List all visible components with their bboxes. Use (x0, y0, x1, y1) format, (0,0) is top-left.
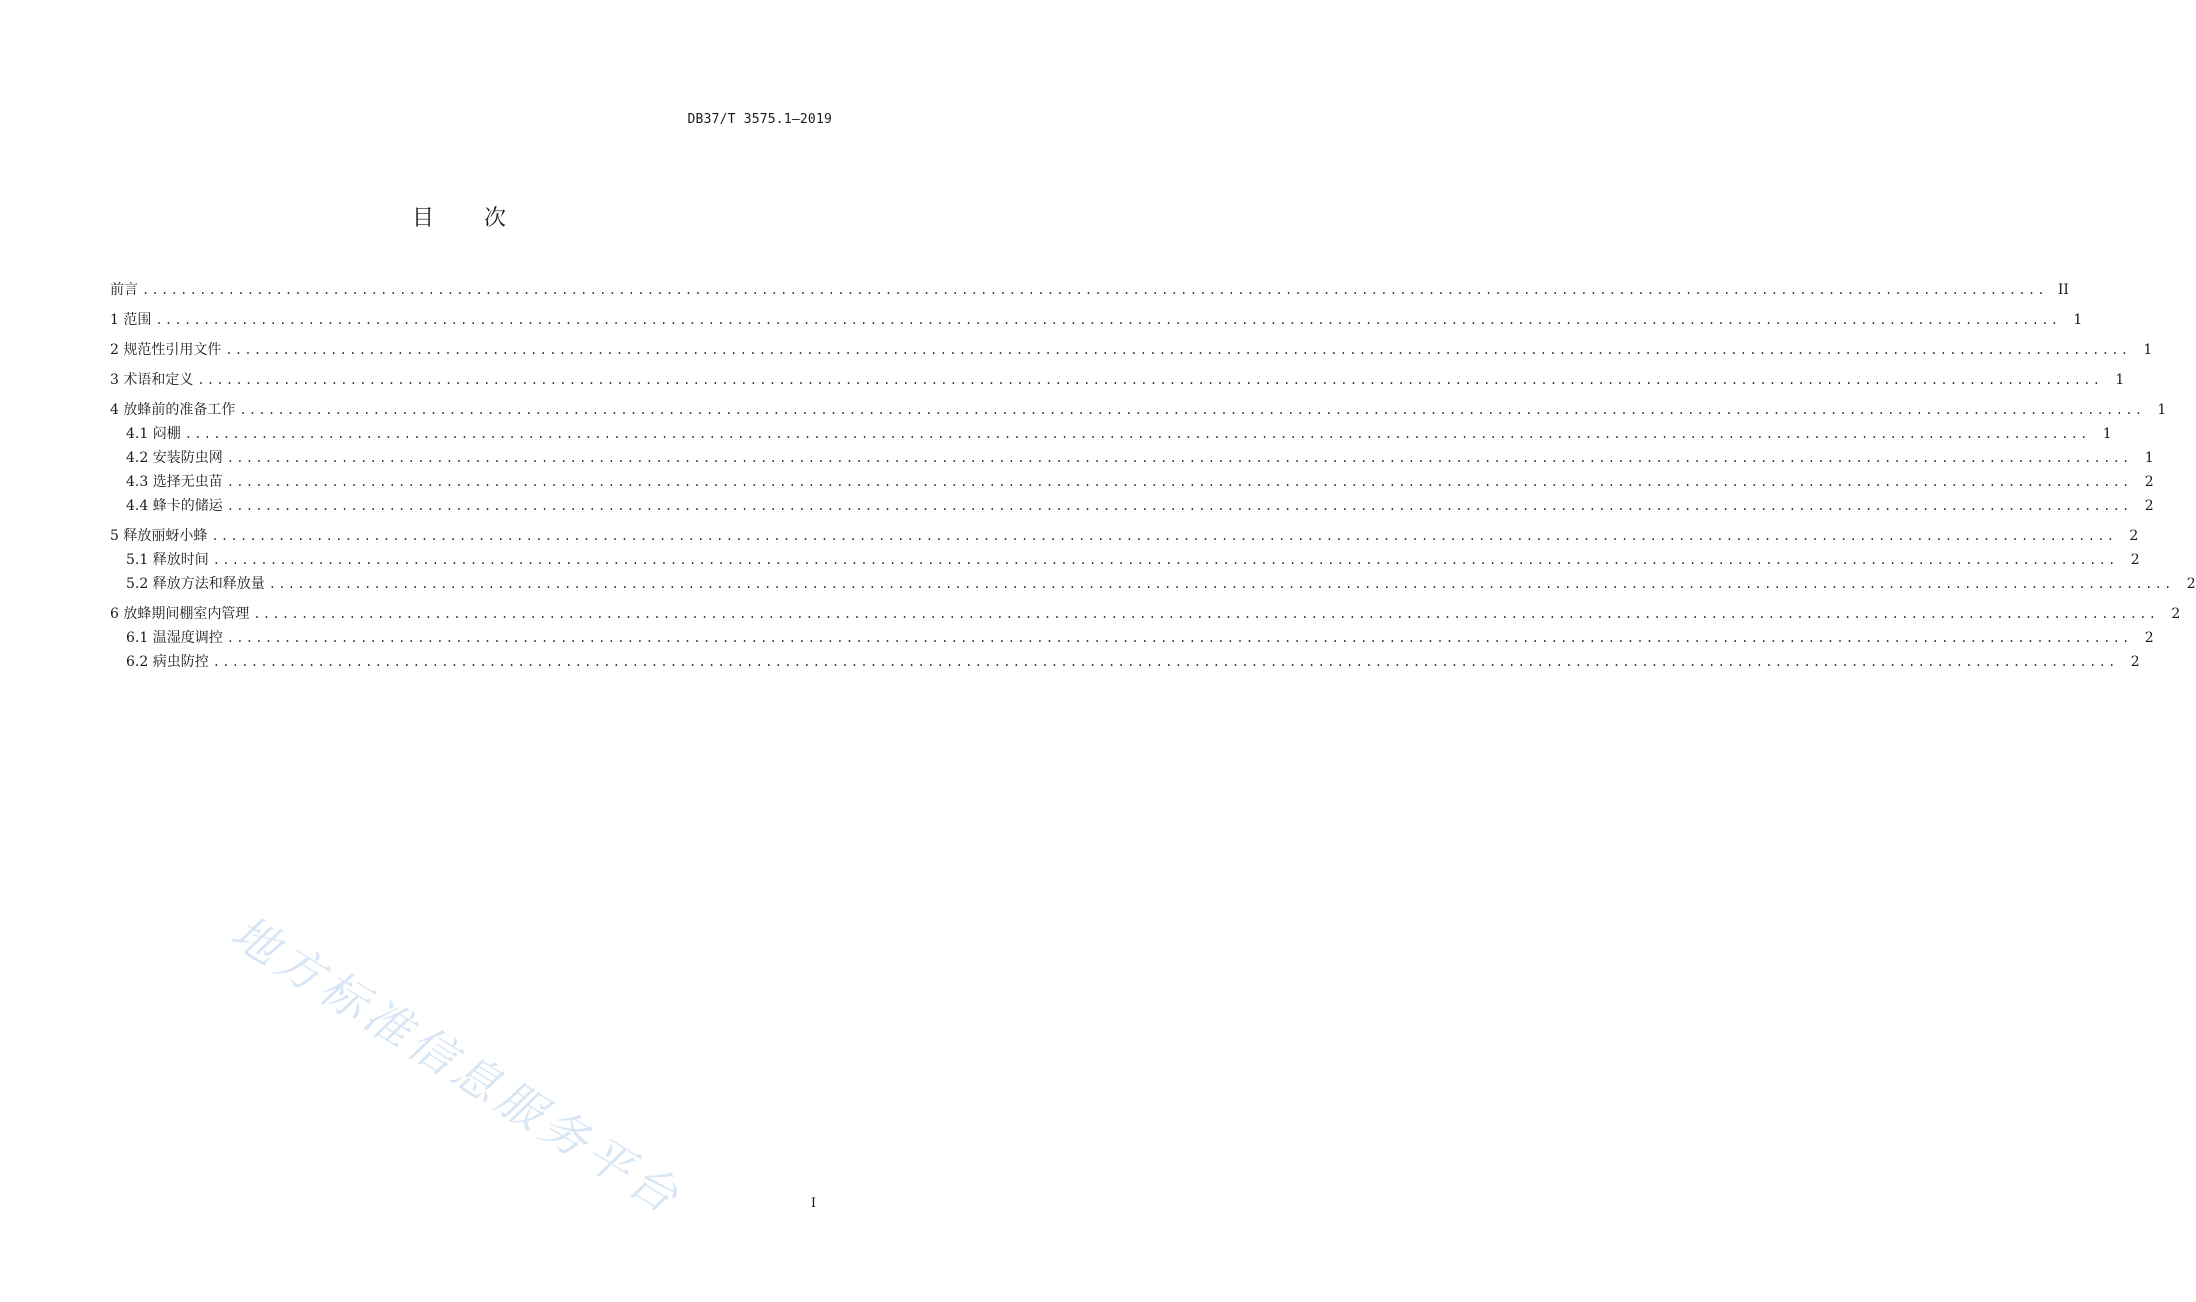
toc-entry-label: 4 放蜂前的准备工作 (110, 402, 236, 418)
toc-entry-page: II (2057, 282, 2069, 298)
toc-leader-dots: ........................................................................................................................................................................................................ (155, 313, 2061, 327)
toc-entry-label: 前言 (110, 282, 138, 298)
toc-leader-dots: ........................................................................................................................................................................................................ (197, 373, 2103, 387)
toc-entry[interactable] (110, 626, 2154, 650)
toc-leader-dots: ........................................................................................................................................................................................................ (239, 403, 2145, 417)
toc-leader-dots: ........................................................................................................................................................................................................ (253, 607, 2159, 621)
toc-entry[interactable] (110, 494, 2154, 518)
toc-entry[interactable] (110, 398, 2167, 422)
toc-entry[interactable] (110, 548, 2140, 572)
toc-entry-label: 4.2 安装防虫网 (126, 450, 223, 466)
toc-leader-dots: ........................................................................................................................................................................................................ (226, 475, 2132, 489)
toc-entry-label: 6.2 病虫防控 (126, 654, 209, 670)
table-of-contents (110, 278, 2196, 674)
toc-entry-page: 1 (2115, 372, 2125, 388)
toc-entry[interactable] (110, 422, 2112, 446)
toc-leader-dots: ........................................................................................................................................................................................................ (211, 529, 2117, 543)
toc-entry-page: 2 (2186, 576, 2196, 592)
toc-entry-label: 2 规范性引用文件 (110, 342, 222, 358)
toc-entry-label: 4.3 选择无虫苗 (126, 474, 223, 490)
toc-entry-page: 2 (2171, 606, 2181, 622)
toc-entry-label: 4.1 闷棚 (126, 426, 181, 442)
toc-entry-page: 2 (2129, 528, 2139, 544)
toc-entry-page: 1 (2157, 402, 2167, 418)
toc-title-left: 目 (411, 206, 436, 231)
toc-entry-label: 5.2 释放方法和释放量 (126, 576, 265, 592)
toc-leader-dots: ........................................................................................................................................................................................................ (226, 631, 2132, 645)
toc-entry[interactable] (110, 572, 2196, 596)
toc-leader-dots: ........................................................................................................................................................................................................ (268, 577, 2174, 591)
toc-title-right: 次 (484, 206, 509, 231)
toc-entry[interactable] (110, 278, 2069, 302)
toc-entry-label: 3 术语和定义 (110, 372, 194, 388)
page-number: I (810, 1196, 816, 1211)
toc-entry-page: 2 (2130, 552, 2140, 568)
toc-entry-label: 1 范围 (110, 312, 152, 328)
toc-title (0, 201, 920, 232)
toc-entry[interactable] (110, 338, 2153, 362)
toc-leader-dots: ........................................................................................................................................................................................................ (226, 499, 2132, 513)
toc-entry-page: 1 (2143, 342, 2153, 358)
toc-entry[interactable] (110, 524, 2139, 548)
toc-entry-label: 4.4 蜂卡的储运 (126, 498, 223, 514)
toc-entry[interactable] (110, 470, 2154, 494)
toc-entry[interactable] (110, 368, 2125, 392)
document-code: DB37/T 3575.1—2019 (687, 112, 832, 127)
toc-entry[interactable] (110, 602, 2181, 626)
toc-entry-label: 5.1 释放时间 (126, 552, 209, 568)
toc-entry[interactable] (110, 650, 2140, 674)
watermark-text: 地方标准信息服务平台 (222, 904, 692, 1226)
toc-entry-label: 6 放蜂期间棚室内管理 (110, 606, 250, 622)
toc-entry[interactable] (110, 446, 2154, 470)
toc-entry-label: 6.1 温湿度调控 (126, 630, 223, 646)
toc-leader-dots: ........................................................................................................................................................................................................ (225, 343, 2131, 357)
toc-leader-dots: ........................................................................................................................................................................................................ (226, 451, 2132, 465)
toc-entry-page: 2 (2144, 630, 2154, 646)
toc-entry-page: 2 (2130, 654, 2140, 670)
toc-leader-dots: ........................................................................................................................................................................................................ (212, 655, 2118, 669)
toc-entry-page: 2 (2144, 474, 2154, 490)
toc-entry[interactable] (110, 308, 2083, 332)
toc-entry-page: 1 (2073, 312, 2083, 328)
toc-entry-page: 2 (2144, 498, 2154, 514)
toc-leader-dots: ........................................................................................................................................................................................................ (142, 283, 2047, 297)
toc-entry-page: 1 (2144, 450, 2154, 466)
toc-entry-label: 5 释放丽蚜小蜂 (110, 528, 208, 544)
toc-leader-dots: ........................................................................................................................................................................................................ (212, 553, 2118, 567)
toc-entry-page: 1 (2102, 426, 2112, 442)
toc-leader-dots: ........................................................................................................................................................................................................ (184, 427, 2090, 441)
